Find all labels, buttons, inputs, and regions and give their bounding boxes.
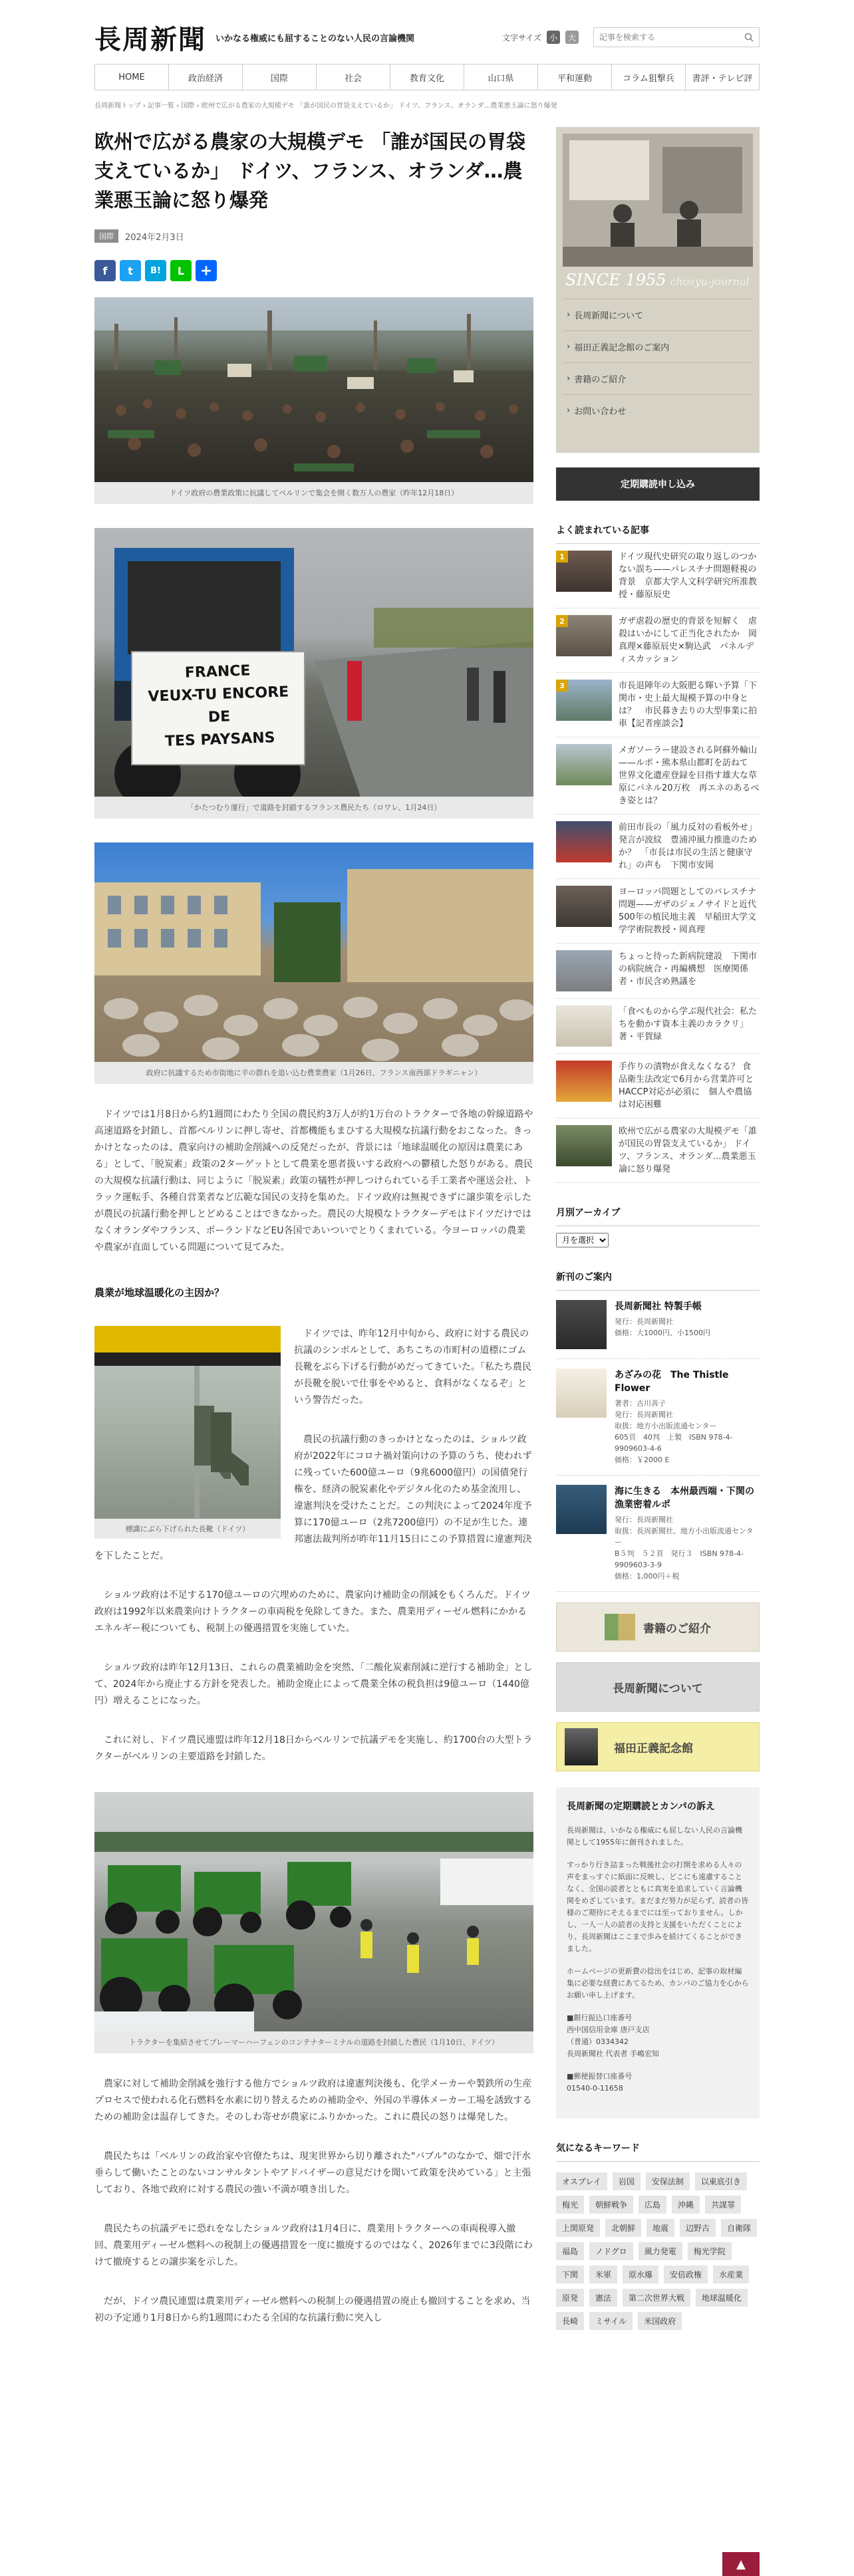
nav-politics-economy[interactable]: 政治経済 xyxy=(168,64,242,90)
since-text: SINCE 1955 chosyu-journal xyxy=(565,271,750,289)
keyword-tag[interactable]: 憲法 xyxy=(589,2289,617,2307)
keyword-tag[interactable]: 地球温暖化 xyxy=(696,2289,748,2307)
keyword-tag[interactable]: 原水爆 xyxy=(623,2265,658,2283)
breadcrumb[interactable]: 長周新聞トップ › 記事一覧 › 国際 › 欧州で広がる農家の大規模デモ 「誰が国民の胃袋支えているか」 ドイツ、フランス、オランダ…農業悪玉論に怒り爆発 xyxy=(94,102,557,110)
paragraph: ショルツ政府は昨年12月13日、これらの農業補助金を突然、「二酸化炭素削減に逆行する補助金」として、2024年から廃止する方針を発表した。補助金廃止によって農業全体の税負担は9億ユーロ（1440億円）増えることになった。 xyxy=(94,1662,533,1706)
rank-badge: 1 xyxy=(556,551,568,563)
keyword-tag[interactable]: 朝鮮戦争 xyxy=(589,2196,633,2214)
rank-badge: 2 xyxy=(556,615,568,627)
thumbnail xyxy=(556,1005,612,1047)
keyword-tag[interactable]: 梅光学院 xyxy=(688,2242,732,2260)
paragraph: これに対し、ドイツ農民連盟は昨年12月18日からベルリンで抗議デモを実施し、約1700台の大型トラクターがベルリンの主要道路を封鎖した。 xyxy=(94,1735,533,1762)
nav-home[interactable]: HOME xyxy=(118,72,145,82)
keyword-tag[interactable]: 長崎 xyxy=(556,2312,584,2330)
sheep-image xyxy=(94,842,533,1062)
twitter-share-button[interactable]: t xyxy=(120,260,141,281)
paragraph: ドイツでは、昨年12月中旬から、政府に対する農民の抗議のシンボルとして、あちこちの市町村の道標にゴム長靴をぶら下げる行動がめだってきていた。「私たち農民が長靴を脱いで仕事をやめると、食料がなくなるぞ」という警告だった。 xyxy=(294,1329,531,1406)
keyword-tag[interactable]: 風力発電 xyxy=(639,2242,682,2260)
keyword-tag[interactable]: 沖縄 xyxy=(672,2196,700,2214)
site-logo[interactable]: 長周新聞 xyxy=(94,23,206,55)
thumbnail xyxy=(556,1125,612,1166)
book-cover xyxy=(556,1300,607,1349)
photo-berlin-rally xyxy=(94,297,533,504)
protest-sign-text: FRANCE VEUX-TU ENCORE DE TES PAYSANS xyxy=(148,662,289,750)
keyword-tag[interactable]: ノドグロ xyxy=(589,2242,633,2260)
chevron-right-icon: › xyxy=(567,374,571,384)
page xyxy=(94,15,760,2576)
thumbnail xyxy=(556,551,612,592)
main-nav xyxy=(94,64,760,90)
chevron-right-icon: › xyxy=(567,406,571,416)
thumbnail xyxy=(556,680,612,721)
chevron-up-icon: ▲ xyxy=(736,2557,746,2571)
paragraph: 農家に対して補助金削減を強行する他方でショルツ政府は違憲判決後も、化学メーカーや製鉄所の生産プロセスで使われる化石燃料を水素に切り替えるための補助金や、外国の半導体メーカー工場を誘致するための補助金は温存してきた。そのしわ寄せが農家にふりかかった。これに農民の怒りは爆発した。 xyxy=(94,2079,532,2123)
list-item[interactable]: 「食べものから学ぶ現代社会：私たちを動かす資本主義のカラクリ」 著・平賀緑 xyxy=(556,999,760,1054)
paragraph: ドイツでは1月8日から約1週間にわたり全国の農民約3万人が約1万台のトラクターで各地の幹線道路や高速道路を封鎖し、首都ベルリンに押し寄せ、首都機能もまひする大規模な抗議行動をおこなった。きっかけとなったのは、農家向けの補助金削減への反発だったが、背景には「地球温暖化の原因は農業にある」として、「脱炭素」政策の2ターゲットとして農業を悪者扱いする政府への鬱積した怒りがある。農民の大規模な抗議行動は、同じように「脱炭素」政策の犠牲が押しつけられている手工業者や運送会社、トラック運転手、各種自営業者など広範な国民の支持を集めた。ドイツ政府は無視できずに譲歩策を示したが農民の抗議行動を押しとどめることはできなかった。農民の大規模なトラクターデモはドイツだけではなくオランダやフランス、ポーランドなどEU各国であいついでとりくまれている。今ヨーロッパの農業や農家が直面している問題について見てみた。 xyxy=(94,1109,533,1253)
photo-caption: 政府に抗議するため市街地に羊の群れを追い込む農業農家（1月26日、フランス南西部ドラギニャン） xyxy=(94,1062,533,1084)
sidebar-link-about[interactable]: › 長周新聞について xyxy=(563,299,753,330)
nav-reviews[interactable]: 書評・テレビ評 xyxy=(685,64,759,90)
paragraph: 農民の抗議行動のきっかけとなったのは、ショルツ政府が2022年にコロナ禍対策向けの予算のうち、使われずに残っていた600億ユーロ（9兆6000億円）の国債発行権を、経済の脱炭素化やデジタル化のため基金流用し、違憲判決を受けたことだ。この判決によって2024年度予算に170億ユーロ（2兆7200億円）の不足が生じた。連邦憲法裁判所が昨年11月15日にこの予算措置に違憲判決を下したことだ。 xyxy=(94,1434,532,1561)
popular-list xyxy=(556,544,760,1183)
list-item[interactable]: メガソーラー建設される阿蘇外輪山——ルポ・熊本県山都町を訪ねて 世界文化遺産登録を目指す雄大な草原にパネル20万枚 再エネのあるべき姿とは？ xyxy=(556,737,760,815)
keyword-tag[interactable]: ミサイル xyxy=(589,2312,633,2330)
thumbnail xyxy=(556,615,612,656)
keyword-tag[interactable]: 辺野古 xyxy=(680,2219,716,2237)
photo-boots xyxy=(94,1326,281,1539)
popular-heading: よく読まれている記事 xyxy=(556,523,760,544)
keyword-list xyxy=(556,2172,760,2330)
keyword-tag[interactable]: 米軍 xyxy=(589,2265,617,2283)
keyword-tag[interactable]: 原発 xyxy=(556,2289,584,2307)
book-item[interactable]: 海に生きる 本州最西端・下関の漁業密着ルポ 発行：長周新聞社 取扱：長周新聞社、地方小出版流通センター B５判 ５２頁 発行３ ISBN 978-4-9909603-3-9 価格：1,000円＋税 xyxy=(556,1476,760,1592)
paragraph: だが、ドイツ農民連盟は農業用ディーゼル燃料への税制上の優遇措置の廃止も撤回することを求め、当初の予定通り1月8日から約1週間にわたる全国的な抗議行動に突入し xyxy=(94,2296,531,2323)
subscribe-button[interactable]: 定期購読申し込み xyxy=(556,467,760,501)
site-tagline: いかなる権威にも屈することのない人民の言論機関 xyxy=(215,33,415,44)
nav-society[interactable]: 社会 xyxy=(316,64,390,90)
search-box xyxy=(593,27,760,47)
sidebar-link-museum[interactable]: › 福田正義記念館のご案内 xyxy=(563,330,753,362)
list-item[interactable]: 3 市長退陣年の大阪肥る輝い予算「下関市・史上最大規模予算の中身とは？ 市民暮き去りの大型事業に拍車【記者座談会】 xyxy=(556,673,760,737)
keyword-tag[interactable]: 地震 xyxy=(646,2219,674,2237)
search-input[interactable] xyxy=(594,28,739,47)
postal-account: ■郵便振替口座番号 01540-0-11658 xyxy=(567,2072,633,2093)
article-date: 2024年2月3日 xyxy=(125,232,184,243)
keyword-tag[interactable]: 北朝鮮 xyxy=(605,2219,641,2237)
vintage-photo xyxy=(563,134,753,267)
thumbnail xyxy=(556,886,612,927)
hatena-share-button[interactable]: B! xyxy=(145,260,166,281)
about-banner[interactable]: 長周新聞について xyxy=(556,1662,760,1712)
nav-education-culture[interactable]: 教育文化 xyxy=(390,64,464,90)
nav-international[interactable]: 国際 xyxy=(242,64,316,90)
donation-heading: 長周新聞の定期購読とカンパの訴え xyxy=(567,1801,716,1812)
nav-peace[interactable]: 平和運動 xyxy=(537,64,611,90)
nav-column[interactable]: コラム狙撃兵 xyxy=(611,64,685,90)
photo-caption: トラクターを集結させてブレーマーハーフェンのコンテナターミナルの道路を封鎖した農民（1月10日、ドイツ） xyxy=(94,2031,533,2053)
thumbnail xyxy=(556,821,612,862)
sidebar-link-contact[interactable]: › お問い合わせ xyxy=(563,394,753,426)
thumbnail xyxy=(556,1061,612,1102)
list-item[interactable]: 2 ガザ虐殺の歴史的背景を短解く 虐殺はいかにして正当化されたか 岡真理×藤原辰史×駒込武 パネルディスカッション xyxy=(556,608,760,673)
list-item[interactable]: 前田市長の「風力反対の看板外せ」発言が波紋 豊浦沖風力推進のためか？ 「市長は市民の生活と健康守れ」の声も 下関市安岡 xyxy=(556,815,760,879)
keyword-tag[interactable]: 米国政府 xyxy=(638,2312,682,2330)
tractors-image xyxy=(94,1792,533,2031)
keyword-tag[interactable]: 福島 xyxy=(556,2242,584,2260)
chevron-right-icon: › xyxy=(567,342,571,352)
archive-heading: 月別アーカイブ xyxy=(556,1206,760,1226)
keyword-tag[interactable]: 共謀罪 xyxy=(705,2196,741,2214)
list-item[interactable]: 手作りの漬物が食えなくなる？ 食品衛生法改定で6月から営業許可とHACCP対応が必須に 個人や農協は対応困難 xyxy=(556,1054,760,1118)
keyword-tag[interactable]: 第二次世界大戦 xyxy=(623,2289,690,2307)
search-icon[interactable] xyxy=(739,33,759,42)
photo-caption: 標識にぶら下げられた長靴（ドイツ） xyxy=(94,1519,281,1539)
keyword-tag[interactable]: オスプレイ xyxy=(556,2172,607,2190)
photo-sheep-street xyxy=(94,842,533,1084)
font-size-small-button[interactable]: 小 xyxy=(547,31,560,44)
nav-yamaguchi[interactable]: 山口県 xyxy=(464,64,537,90)
book-item[interactable]: あざみの花 The Thistle Flower 著者：古川善子 発行：長周新聞社 取扱：地方小出版流通センター 605頁 40判 上製 ISBN 978-4-9909603-4-6 価格：￥2000 E xyxy=(556,1359,760,1476)
article xyxy=(94,127,533,2330)
keyword-tag[interactable]: 自衛隊 xyxy=(721,2219,757,2237)
facebook-share-button[interactable]: f xyxy=(94,260,116,281)
keyword-tag[interactable]: 安保法制 xyxy=(646,2172,690,2190)
books-heading: 新刊のご案内 xyxy=(556,1270,760,1291)
back-to-top-button[interactable] xyxy=(722,2552,760,2576)
font-size-label: 文字サイズ xyxy=(501,33,541,43)
books-banner[interactable]: 書籍のご紹介 xyxy=(556,1603,760,1652)
book-icon xyxy=(605,1614,635,1640)
share-bar xyxy=(94,260,533,281)
photo-bremerhaven-tractors xyxy=(94,1792,533,2053)
site-header xyxy=(94,15,760,60)
list-item[interactable]: 1 ドイツ現代史研究の取り返しのつかない誤ち——パレスチナ問題軽視の背景 京都大学人文科学研究所准教授・藤原辰史 xyxy=(556,544,760,608)
line-share-button[interactable]: L xyxy=(170,260,192,281)
photo-caption: ドイツ政府の農業政策に抗議してベルリンで集会を開く数万人の農家（昨年12月18日） xyxy=(94,482,533,504)
list-item[interactable]: 欧州で広がる農家の大規模デモ「誰が国民の胃袋支えているか」 ドイツ、フランス、オランダ…農業悪玉論に怒り爆発 xyxy=(556,1118,760,1183)
donation-box: 長周新聞の定期購読とカンパの訴え 長周新聞は、いかなる権威にも屈しない人民の言論機関として1955年に創刊されました。 すっかり行き詰まった戦後社会の打開を求める人々の声をまっすぐに紙面に反映し、どこにも遠慮することなく、全国の読者とともに真実を追求していく言論機関をめざしています。まだまだ努力が足らず、読者の皆様のご期待にそえるまでには至っておりません。しかし、一人一人の読者の支持と支援をいただくことにより、長周新聞はここまで歩みを続けてくることができました。 ホームページの更新費の捻出をはじめ、記事の取材編集に必要な経費にあてるため、カンパのご協力を心からお願い申し上げます。 ■銀行振込口座番号 西中国信用金庫 唐戸支店 （普通）0334342 長周新聞社 代表者 手嶋宏知 ■郵便振替口座番号 01540-0-11658 xyxy=(556,1787,760,2119)
bank-account: ■銀行振込口座番号 西中国信用金庫 唐戸支店 （普通）0334342 長周新聞社 代表者 手嶋宏知 xyxy=(567,2013,659,2058)
font-size-large-button[interactable]: 大 xyxy=(565,31,579,44)
keywords-heading: 気になるキーワード xyxy=(556,2141,760,2162)
list-item[interactable]: ヨーロッパ問題としてのパレスチナ問題——ガザのジェノサイドと近代500年の植民地主義 早稲田大学文学学術院教授・岡真理 xyxy=(556,879,760,944)
book-cover xyxy=(556,1368,607,1418)
museum-banner[interactable]: 福田正義記念館 xyxy=(556,1722,760,1771)
list-item[interactable]: ちょっと待った新病院建設 下関市の病院統合・再編構想 医療関係者・市民含め熟議を xyxy=(556,944,760,999)
book-cover xyxy=(556,1485,607,1534)
paragraph: ショルツ政府は不足する170億ユーロの穴埋めのために、農家向け補助金の削減をもくろんだ。ドイツ政府は1992年以来農業向けトラクターの車両税を免除してきた。また、農業用ディーゼル燃料にかかるエネルギー税についても、税制上の優遇措置を実施していた。 xyxy=(94,1590,531,1634)
category-badge[interactable]: 国際 xyxy=(94,229,118,243)
keyword-tag[interactable]: 岩国 xyxy=(613,2172,640,2190)
section-heading: 農業が地球温暖化の主因か？ xyxy=(94,1287,225,1299)
boots-image xyxy=(94,1326,281,1519)
keyword-tag[interactable]: 以東底引き xyxy=(695,2172,747,2190)
book-item[interactable]: 長周新聞社 特製手帳 発行：長周新聞社 価格：大1000円、小1500円 xyxy=(556,1291,760,1359)
tractor-sign-image xyxy=(94,528,533,797)
keyword-tag[interactable]: 梅光 xyxy=(556,2196,584,2214)
keyword-tag[interactable]: 水産業 xyxy=(713,2265,749,2283)
portrait-icon xyxy=(565,1728,598,1765)
photo-caption: 「かたつむり運行」で道路を封鎖するフランス農民たち（ロワレ、1月24日） xyxy=(94,797,533,819)
more-share-button[interactable]: + xyxy=(196,260,217,281)
sidebar-link-books[interactable]: › 書籍のご紹介 xyxy=(563,362,753,394)
keyword-tag[interactable]: 下関 xyxy=(556,2265,584,2283)
archive-select[interactable] xyxy=(556,1233,609,1247)
paragraph: 農民たちの抗議デモに恐れをなしたショルツ政府は1月4日に、農業用トラクターへの車両税導入撤回、農業用ディーゼル燃料への税制上の優遇措置を一度に撤廃するのではなく、2026年までに3段階にわけて撤廃するとの譲歩案を示した。 xyxy=(94,2224,533,2267)
paragraph: 農民たちは「ベルリンの政治家や官僚たちは、現実世界から切り離された"バブル"のなかで、畑で汗水垂らして働いたことのないコンサルタントやアドバイザーの意見だけを聞いて政策を決めている」と主張しており、各地で政府に対する農民の強い不満が噴き出した。 xyxy=(94,2151,531,2195)
photo-france-tractors xyxy=(94,528,533,819)
thumbnail xyxy=(556,744,612,785)
sidebar-hero xyxy=(556,127,760,453)
thumbnail xyxy=(556,950,612,991)
sidebar xyxy=(556,127,760,2330)
crowd-image xyxy=(94,297,533,482)
chevron-right-icon: › xyxy=(567,310,571,320)
keyword-tag[interactable]: 上関原発 xyxy=(556,2219,600,2237)
keyword-tag[interactable]: 安倍政権 xyxy=(664,2265,708,2283)
rank-badge: 3 xyxy=(556,680,568,692)
keyword-tag[interactable]: 広島 xyxy=(639,2196,666,2214)
article-title: 欧州で広がる農家の大規模デモ 「誰が国民の胃袋支えているか」 ドイツ、フランス、オランダ…農業悪玉論に怒り爆発 xyxy=(94,130,526,211)
